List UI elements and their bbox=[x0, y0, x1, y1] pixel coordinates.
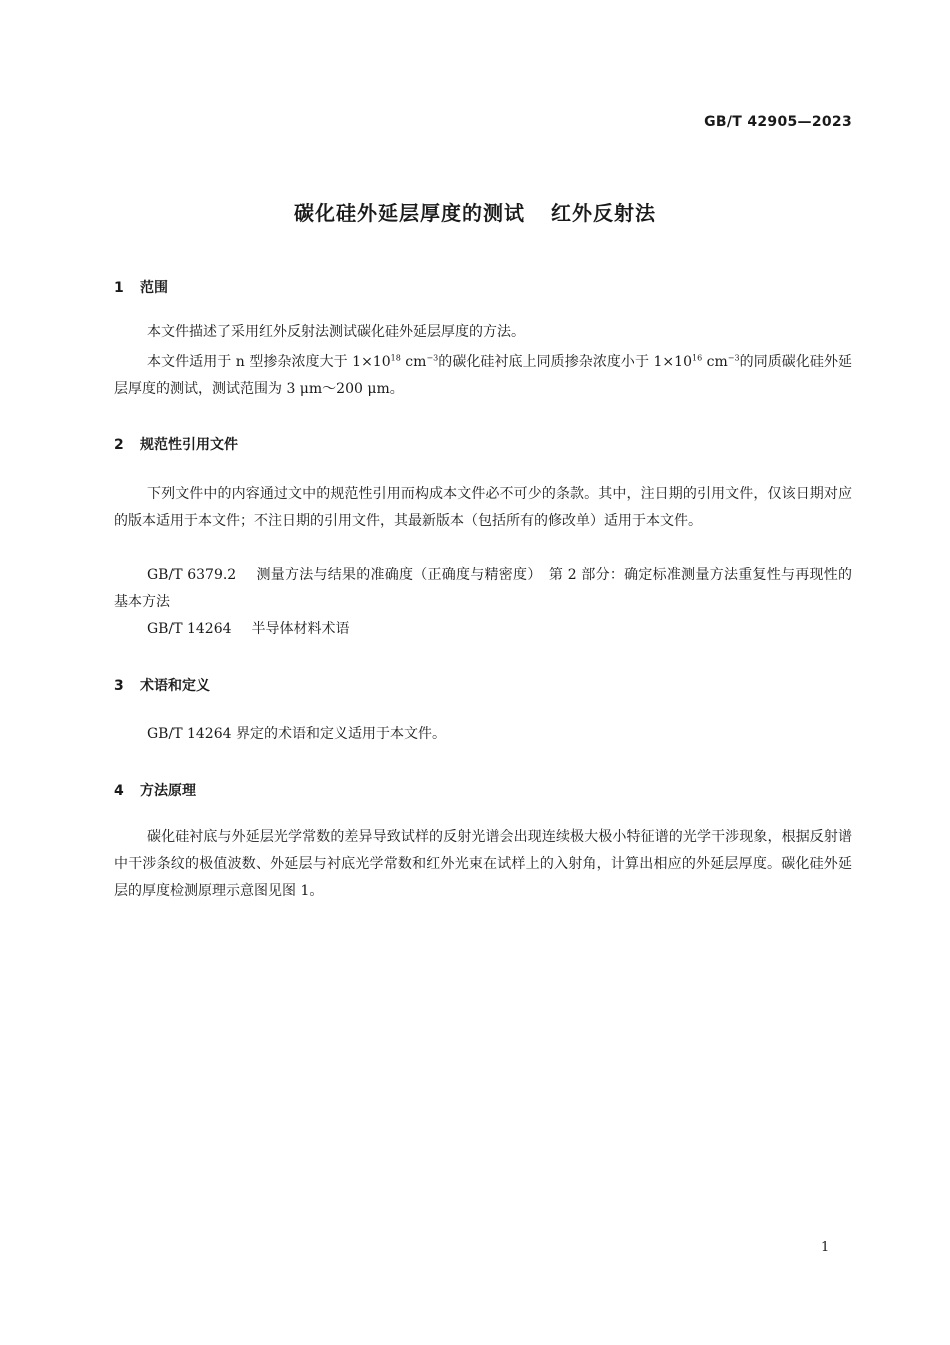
section-1-paragraph-1: 本文件描述了采用红外反射法测试碳化硅外延层厚度的方法。 bbox=[147, 324, 525, 340]
section-title: 范围 bbox=[140, 280, 168, 296]
section-3-heading bbox=[114, 675, 210, 695]
superscript: 16 bbox=[691, 353, 703, 363]
superscript: −3 bbox=[727, 353, 740, 363]
reference-code: GB/T 14264 bbox=[147, 621, 232, 637]
section-2-heading bbox=[114, 434, 238, 454]
document-title bbox=[0, 197, 950, 226]
reference-code: GB/T 6379.2 bbox=[147, 567, 237, 583]
normative-reference-1 bbox=[114, 562, 852, 616]
text-run: cm bbox=[400, 354, 427, 370]
superscript: −3 bbox=[426, 353, 439, 363]
section-number: 1 bbox=[114, 280, 124, 296]
section-title: 方法原理 bbox=[140, 783, 196, 799]
section-4-paragraph-1: 碳化硅衬底与外延层光学常数的差异导致试样的反射光谱会出现连续极大极小特征谱的光学干涉现象，根据反射谱中干涉条纹的极值波数、外延层与衬底光学常数和红外光束在试样上的入射角，计算出相应的外延层厚度。碳化硅外延层的厚度检测原理示意图见图 1。 bbox=[114, 829, 852, 899]
normative-reference-2 bbox=[147, 616, 350, 643]
section-1-paragraph-2 bbox=[114, 349, 852, 403]
section-1-heading bbox=[114, 277, 168, 297]
title-method: 红外反射法 bbox=[551, 201, 656, 225]
page-number: 1 bbox=[821, 1240, 830, 1255]
section-number: 4 bbox=[114, 783, 124, 799]
text-run: 的同质碳化硅外延层厚度的测试，测试范围为 3 μm～200 μm。 bbox=[114, 354, 852, 397]
section-2-paragraph-1: 下列文件中的内容通过文中的规范性引用而构成本文件必不可少的条款。其中，注日期的引用文件，仅该日期对应的版本适用于本文件；不注日期的引用文件，其最新版本（包括所有的修改单）适用于本文件。 bbox=[114, 486, 852, 529]
section-number: 3 bbox=[114, 678, 124, 694]
section-title: 规范性引用文件 bbox=[140, 437, 238, 453]
section-4-heading bbox=[114, 780, 196, 800]
section-title: 术语和定义 bbox=[140, 678, 210, 694]
reference-title: 测量方法与结果的准确度（正确度与精密度） 第 2 部分：确定标准测量方法重复性与再现性的基本方法 bbox=[114, 567, 852, 610]
reference-title: 半导体材料术语 bbox=[251, 621, 350, 637]
section-number: 2 bbox=[114, 437, 124, 453]
text-run: cm bbox=[702, 354, 728, 370]
section-3-paragraph-1: GB/T 14264 界定的术语和定义适用于本文件。 bbox=[147, 726, 446, 742]
title-main: 碳化硅外延层厚度的测试 bbox=[294, 201, 525, 225]
text-run: 本文件适用于 n 型掺杂浓度大于 1×10 bbox=[147, 354, 391, 370]
standard-code: GB/T 42905—2023 bbox=[704, 114, 852, 130]
text-run: 的碳化硅衬底上同质掺杂浓度小于 1×10 bbox=[438, 354, 692, 370]
superscript: 18 bbox=[390, 353, 401, 363]
